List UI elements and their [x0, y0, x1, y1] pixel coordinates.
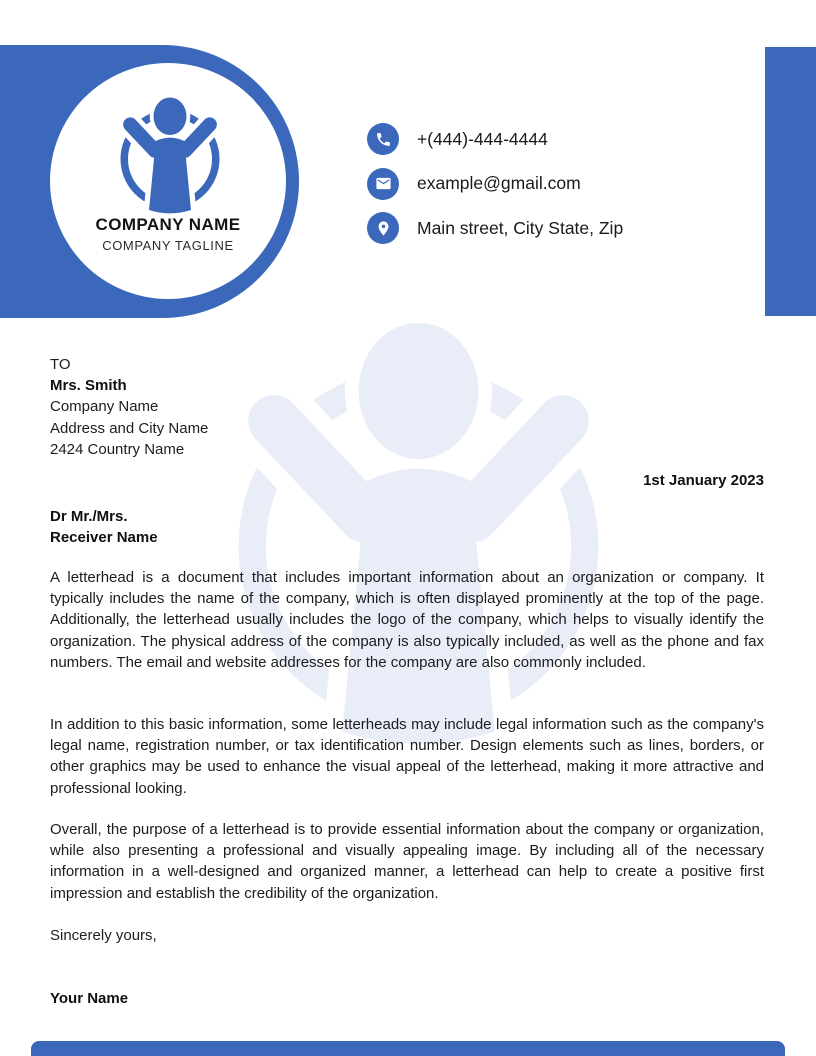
email-icon: [367, 168, 399, 200]
contact-row-email: [367, 168, 623, 200]
signoff: Sincerely yours,: [50, 927, 157, 944]
letter-paragraph: A letterhead is a document that includes important information about an organization or company. It typically includes the name of the company, which is often displayed prominently at the top of the page. Additionally, the letterhead usually includes the logo of the company, which helps to visually identify the organization. The physical address of the company is also typically included, as well as the phone and fax numbers. The email and website addresses for the company are also commonly included.: [50, 569, 764, 671]
recipient-label: TO: [50, 356, 71, 373]
salutation-receiver: Receiver Name: [50, 529, 158, 547]
letter-paragraph: In addition to this basic information, some letterheads may include legal information such as the company's legal name, registration number, or tax identification number. Design elements such as lines, borders, or other graphics may be used to enhance the visual appeal of the letterhead, making it more attractive and professional looking.: [50, 716, 764, 797]
header-right-accent-bar: [765, 47, 816, 316]
signature-name: Your Name: [50, 990, 129, 1007]
contact-list: [367, 123, 623, 257]
company-name: COMPANY NAME: [95, 215, 241, 234]
contact-row-address: [367, 212, 623, 244]
phone-number: +(444)-444-4444: [417, 128, 548, 149]
recipient-country: 2424 Country Name: [50, 440, 185, 458]
company-tagline: COMPANY TAGLINE: [102, 238, 234, 253]
salutation-title: Dr Mr./Mrs.: [50, 508, 128, 525]
recipient-address: Address and City Name: [50, 419, 209, 437]
salutation-block: [50, 506, 764, 548]
recipient-company: Company Name: [50, 398, 159, 416]
contact-row-phone: [367, 123, 623, 155]
letter-paragraph: Overall, the purpose of a letterhead is to provide essential information about the company or organization, while also presenting a professional and visually appealing image. By including all of the necessary information in a well-designed and organized manner, a letterhead can help to create a positive first impression and establish the credibility of the organization.: [50, 821, 764, 902]
recipient-block: [50, 354, 764, 460]
footer-accent-bar: [31, 1041, 785, 1056]
letter-date: 1st January 2023: [643, 472, 764, 489]
street-address: Main street, City State, Zip: [417, 217, 624, 238]
location-icon: [367, 212, 399, 244]
phone-icon: [367, 123, 399, 155]
recipient-name: Mrs. Smith: [50, 377, 127, 395]
company-logo-icon: [95, 78, 245, 228]
email-address: example@gmail.com: [417, 173, 581, 193]
